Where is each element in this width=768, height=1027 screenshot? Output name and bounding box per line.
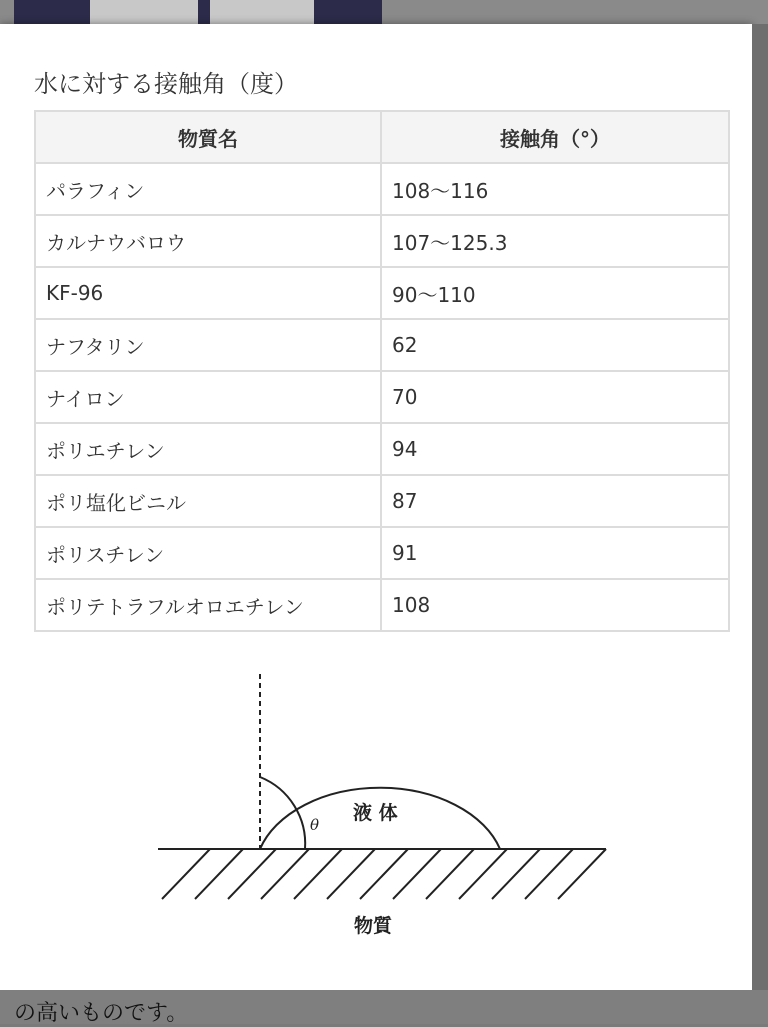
angle-cell: 107〜125.3 — [381, 215, 729, 267]
theta-label: θ — [310, 816, 320, 834]
background-thumbnail — [14, 0, 382, 24]
liquid-label: 液 体 — [353, 802, 398, 824]
contact-angle-diagram — [150, 674, 620, 954]
angle-cell: 90〜110 — [381, 267, 729, 319]
substance-label: 物質 — [354, 915, 393, 937]
substance-cell: ポリテトラフルオロエチレン — [35, 579, 381, 631]
table-row — [35, 527, 729, 579]
substance-cell: パラフィン — [35, 163, 381, 215]
angle-cell: 91 — [381, 527, 729, 579]
table-title: 水に対する接触角（度） — [34, 70, 298, 98]
table-row — [35, 215, 729, 267]
table-row — [35, 579, 729, 631]
angle-cell: 87 — [381, 475, 729, 527]
contact-angle-table — [34, 110, 730, 632]
table-row — [35, 319, 729, 371]
table-header-row — [35, 111, 729, 163]
background-image-1 — [90, 0, 198, 24]
table-row — [35, 267, 729, 319]
substrate-hatching — [162, 849, 606, 899]
angle-cell: 108〜116 — [381, 163, 729, 215]
table-row — [35, 371, 729, 423]
column-header-angle: 接触角（°） — [381, 111, 729, 163]
column-header-substance: 物質名 — [35, 111, 381, 163]
substance-cell: ポリエチレン — [35, 423, 381, 475]
table-row — [35, 163, 729, 215]
substance-cell: ナイロン — [35, 371, 381, 423]
angle-cell: 70 — [381, 371, 729, 423]
substance-cell: KF-96 — [35, 267, 381, 319]
angle-cell: 62 — [381, 319, 729, 371]
background-page-edge — [752, 24, 768, 990]
angle-cell: 94 — [381, 423, 729, 475]
table-row — [35, 423, 729, 475]
substance-cell: カルナウバロウ — [35, 215, 381, 267]
substance-cell: ナフタリン — [35, 319, 381, 371]
substance-cell: ポリスチレン — [35, 527, 381, 579]
background-page-top — [0, 0, 768, 24]
background-image-2 — [210, 0, 314, 24]
substance-cell: ポリ塩化ビニル — [35, 475, 381, 527]
angle-cell: 108 — [381, 579, 729, 631]
image-modal — [0, 24, 752, 990]
background-page-text: の高いものです。 — [14, 1001, 189, 1026]
table-row — [35, 475, 729, 527]
